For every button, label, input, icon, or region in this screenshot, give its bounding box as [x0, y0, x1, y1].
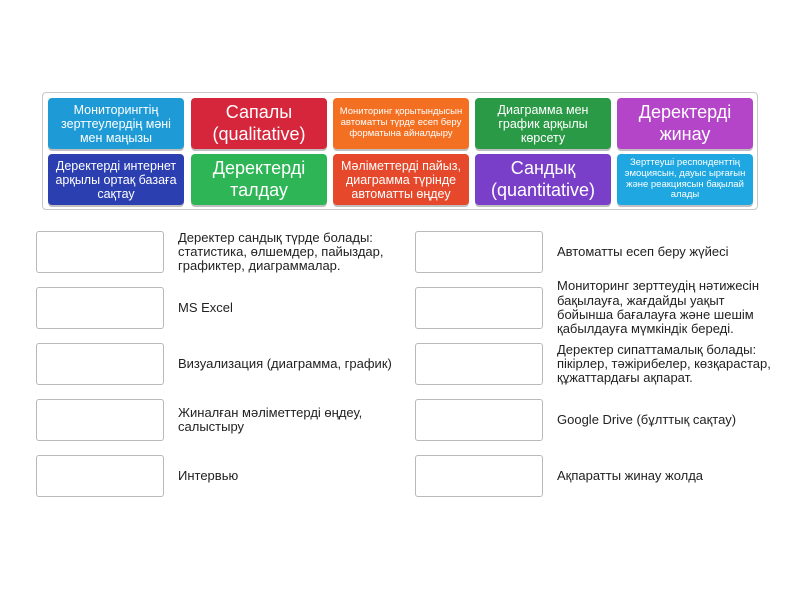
- answer-tile-bank: [42, 92, 758, 210]
- answer-tile[interactable]: Сандық (quantitative): [475, 154, 611, 205]
- drop-slot[interactable]: [415, 399, 543, 441]
- clue-text: Деректер сандық түрде болады: статистика, өлшемдер, пайыздар, графиктер, диаграммалар.: [178, 229, 384, 274]
- clue-text: Деректер сипаттамалық болады: пікірлер, тәжірибелер, көзқарастар, құжаттардағы ақпарат.: [557, 341, 771, 386]
- answer-tile[interactable]: Зерттеуші респонденттің эмоциясын, дауыс ырғағын және реакциясын бақылай алады: [617, 154, 753, 205]
- clue-text: MS Excel: [178, 299, 233, 315]
- drop-slot[interactable]: [415, 343, 543, 385]
- drop-slot[interactable]: [36, 231, 164, 273]
- drop-slot[interactable]: [415, 231, 543, 273]
- clue-text: Автоматты есеп беру жүйесі: [557, 243, 729, 259]
- drop-slot[interactable]: [36, 343, 164, 385]
- drop-slot[interactable]: [415, 455, 543, 497]
- answer-tile[interactable]: Диаграмма мен график арқылы көрсету: [475, 98, 611, 149]
- answer-tile[interactable]: Мәліметтерді пайыз, диаграмма түрінде автоматты өңдеу: [333, 154, 469, 205]
- answer-tile[interactable]: Мониторинг қорытындысын автоматты түрде есеп беру форматына айналдыру: [333, 98, 469, 149]
- drop-slot[interactable]: [36, 399, 164, 441]
- answer-tile[interactable]: Деректерді жинау: [617, 98, 753, 149]
- clue-text: Мониторинг зерттеудің нәтижесін бақылауға, жағдайды уақыт бойынша бағалауға және шешім қабылдауға мүмкіндік береді.: [557, 278, 759, 337]
- answer-tile[interactable]: Деректерді талдау: [191, 154, 327, 205]
- clue-text: Google Drive (бұлттық сақтау): [557, 411, 737, 427]
- answer-tile[interactable]: Деректерді интернет арқылы ортақ базаға сақтау: [48, 154, 184, 205]
- answer-tile[interactable]: Сапалы (qualitative): [191, 98, 327, 149]
- clue-text: Визуализация (диаграмма, график): [178, 355, 392, 371]
- answer-tile[interactable]: Мониторингтің зерттеулердің мәні мен маңызы: [48, 98, 184, 149]
- drop-slot[interactable]: [415, 287, 543, 329]
- clue-text: Интервью: [178, 467, 239, 483]
- clue-text: Жиналған мәліметтерді өңдеу, салыстыру: [178, 404, 363, 434]
- clue-text: Ақпаратты жинау жолда: [557, 467, 704, 483]
- drop-slot[interactable]: [36, 287, 164, 329]
- drop-slot[interactable]: [36, 455, 164, 497]
